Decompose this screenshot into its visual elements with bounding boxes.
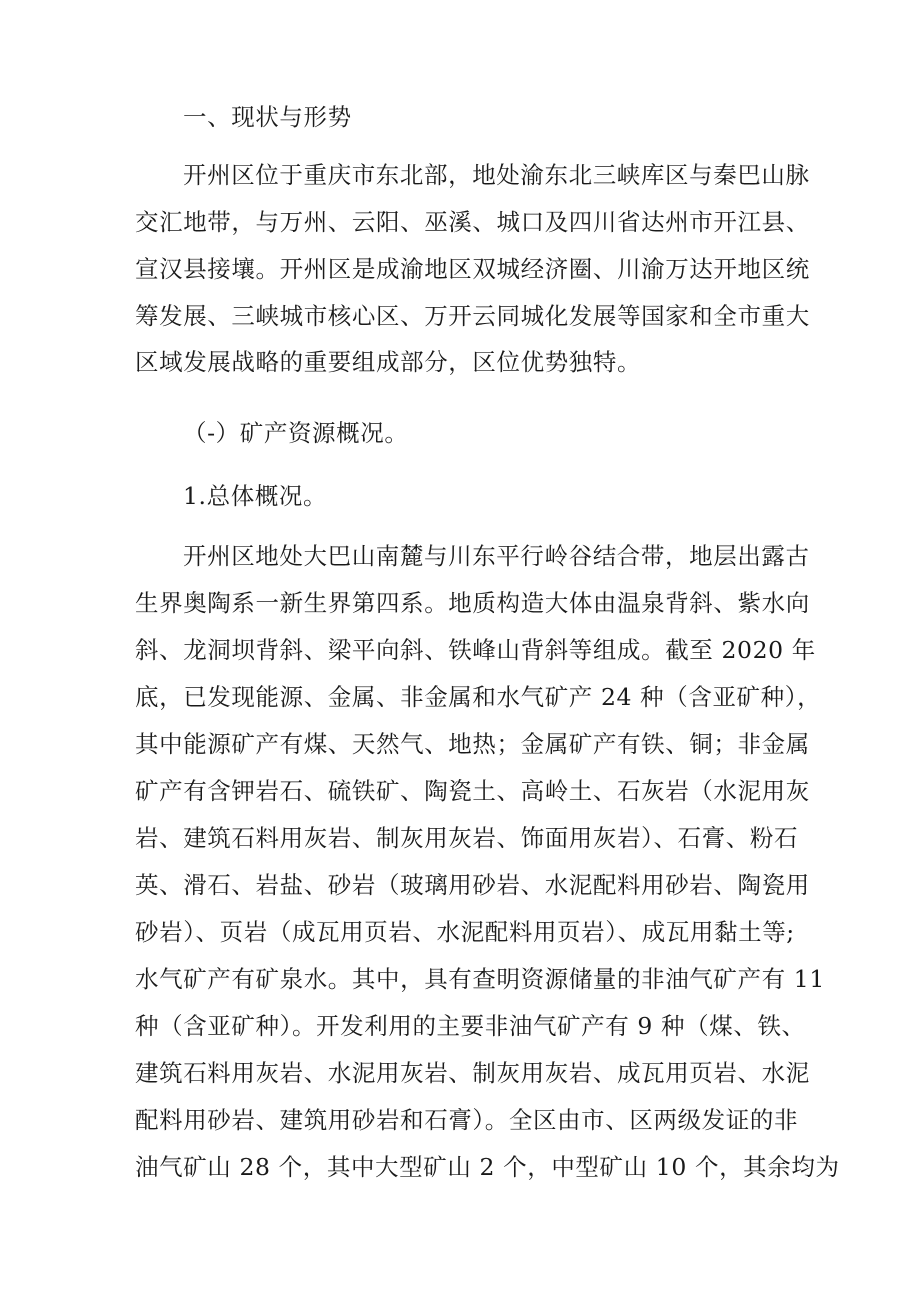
paragraph-line: 交汇地带，与万州、云阳、巫溪、城口及四川省达州市开江县、: [135, 208, 810, 236]
paragraph-line: 英、滑石、岩盐、砂岩（玻璃用砂岩、水泥配料用砂岩、陶瓷用: [135, 871, 810, 899]
paragraph-line: 油气矿山 28 个，其中大型矿山 2 个，中型矿山 10 个，其余均为: [135, 1153, 840, 1181]
paragraph-line: 宣汉县接壤。开州区是成渝地区双城经济圈、川渝万达开地区统: [135, 255, 810, 283]
paragraph-line: 水气矿产有矿泉水。其中，具有查明资源储量的非油气矿产有 11: [135, 965, 825, 993]
paragraph-line: 矿产有含钾岩石、硫铁矿、陶瓷土、高岭土、石灰岩（水泥用灰: [135, 777, 810, 805]
paragraph-line: 配料用砂岩、建筑用砂岩和石膏）。全区由市、区两级发证的非: [135, 1106, 799, 1134]
paragraph-line: 筹发展、三峡城市核心区、万开云同城化发展等国家和全市重大: [135, 302, 810, 330]
paragraph-line: 斜、龙洞坝背斜、梁平向斜、铁峰山背斜等组成。截至 2020 年: [135, 636, 816, 664]
paragraph-line: 其中能源矿产有煤、天然气、地热；金属矿产有铁、铜；非金属: [135, 730, 810, 758]
paragraph-line: 区域发展战略的重要组成部分，区位优势独特。: [135, 348, 642, 376]
subsection-heading: （-）矿产资源概况。: [183, 419, 409, 447]
paragraph-line: 开州区地处大巴山南麓与川东平行岭谷结合带，地层出露古: [183, 542, 810, 570]
paragraph-line: 种（含亚矿种）。开发利用的主要非油气矿产有 9 种（煤、铁、: [135, 1012, 806, 1040]
section-heading: 一、现状与形势: [183, 103, 352, 131]
paragraph-line: 底，已发现能源、金属、非金属和水气矿产 24 种（含亚矿种），: [135, 683, 822, 711]
paragraph-line: 生界奥陶系一新生界第四系。地质构造大体由温泉背斜、紫水向: [135, 589, 810, 617]
paragraph-line: 开州区位于重庆市东北部，地处渝东北三峡库区与秦巴山脉: [183, 161, 810, 189]
paragraph-line: 砂岩）、页岩（成瓦用页岩、水泥配料用页岩）、成瓦用黏土等;: [135, 918, 795, 946]
item-heading: 1.总体概况。: [183, 482, 328, 510]
paragraph-line: 岩、建筑石料用灰岩、制灰用灰岩、饰面用灰岩）、石膏、粉石: [135, 824, 799, 852]
paragraph-line: 建筑石料用灰岩、水泥用灰岩、制灰用灰岩、成瓦用页岩、水泥: [135, 1059, 810, 1087]
